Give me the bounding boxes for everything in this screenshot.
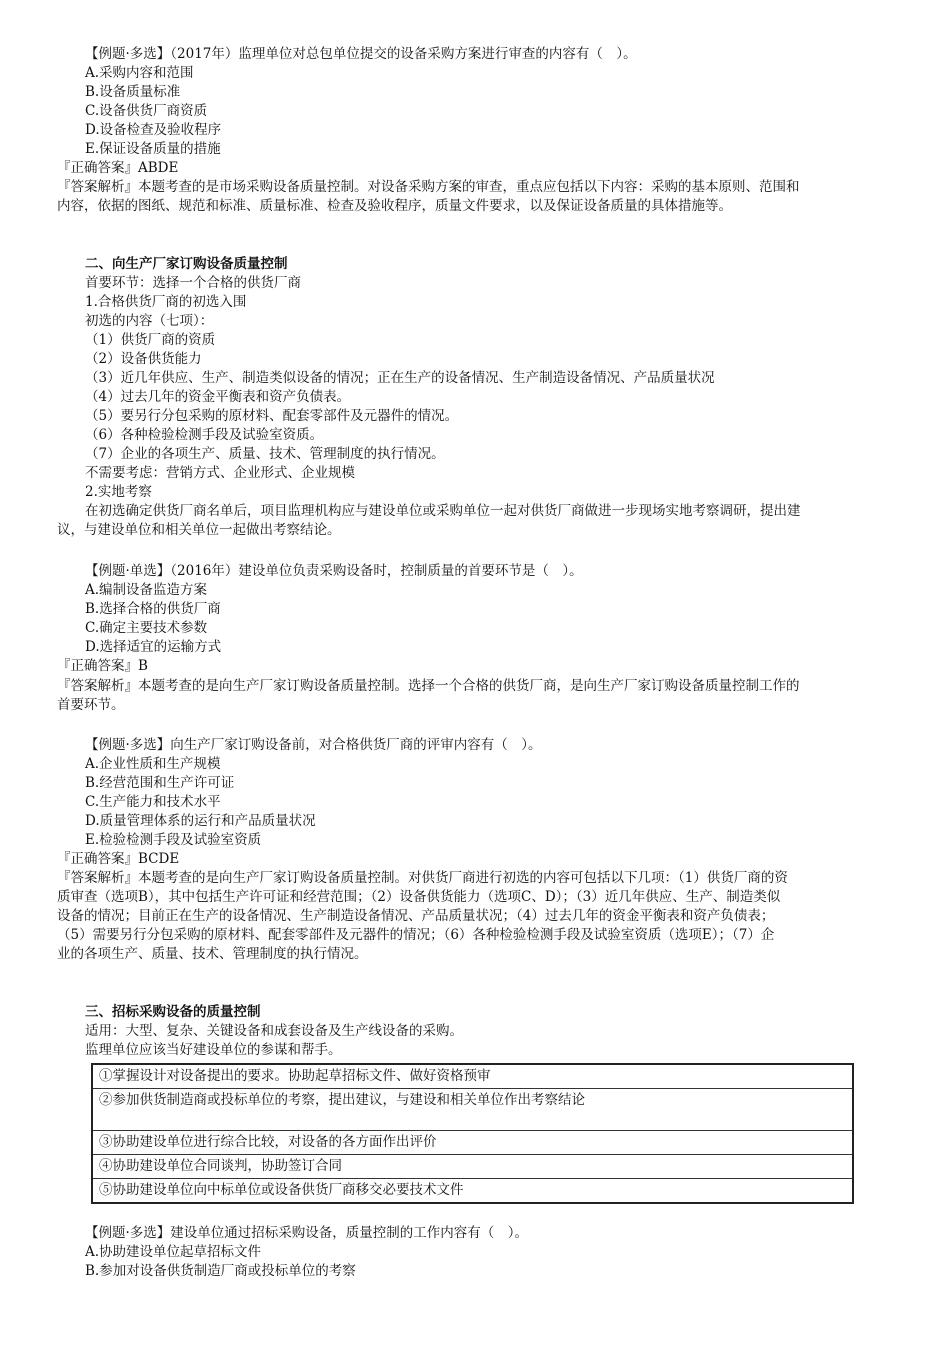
q1-stem: 【例题·多选】（2017年）监理单位对总包单位提交的设备采购方案进行审查的内容有（ ）。 <box>85 46 637 62</box>
q1-option-a: A.采购内容和范围 <box>85 65 194 81</box>
section-2-line: （7）企业的各项生产、质量、技术、管理制度的执行情况。 <box>85 446 445 462</box>
supervision-duties-table <box>91 1063 854 1204</box>
q3-analysis-line: 质审查（选项B），其中包括生产许可证和经营范围；（2）设备供货能力（选项C、D）；（3）近几年供应、生产、制造类似 <box>57 889 781 905</box>
table-row <box>92 1064 853 1089</box>
q2-analysis-line: 首要环节。 <box>57 697 125 713</box>
q3-analysis-line: 『答案解析』本题考查的是向生产厂家订购设备质量控制。对供货厂商进行初选的内容可包括以下几项：（1）供货厂商的资 <box>57 870 788 886</box>
section-2-title: 二、向生产厂家订购设备质量控制 <box>85 256 288 272</box>
q2-option-c: C.确定主要技术参数 <box>85 620 208 636</box>
q3-stem: 【例题·多选】向生产厂家订购设备前，对合格供货厂商的评审内容有（ ）。 <box>85 737 542 753</box>
q3-analysis-line: 设备的情况；目前正在生产的设备情况、生产制造设备情况、产品质量状况；（4）过去几年的资金平衡表和资产负债表； <box>57 908 775 924</box>
section-2-line: （2）设备供货能力 <box>85 351 202 367</box>
q2-analysis-line: 『答案解析』本题考查的是向生产厂家订购设备质量控制。选择一个合格的供货厂商，是向生产厂家订购设备质量控制工作的 <box>57 678 800 694</box>
section-3-line: 适用：大型、复杂、关键设备和成套设备及生产线设备的采购。 <box>85 1023 463 1039</box>
section-2-line: 不需要考虑：营销方式、企业形式、企业规模 <box>85 465 355 481</box>
section-2-para-line: 议，与建设单位和相关单位一起做出考察结论。 <box>57 522 341 538</box>
section-2-line: 首要环节：选择一个合格的供货厂商 <box>85 275 301 291</box>
q3-option-d: D.质量管理体系的运行和产品质量状况 <box>85 813 316 829</box>
table-row <box>92 1155 853 1179</box>
q1-answer: 『正确答案』ABDE <box>57 160 179 176</box>
table-row <box>92 1179 853 1204</box>
q3-analysis-line: （5）需要另行分包采购的原材料、配套零部件及元器件的情况；（6）各种检验检测手段及试验室资质（选项E）；（7）企 <box>57 927 775 943</box>
q3-option-e: E.检验检测手段及试验室资质 <box>85 832 262 848</box>
section-3-title: 三、招标采购设备的质量控制 <box>85 1004 261 1020</box>
section-2-line: （5）要另行分包采购的原材料、配套零部件及元器件的情况。 <box>85 408 459 424</box>
q3-option-c: C.生产能力和技术水平 <box>85 794 221 810</box>
q3-option-a: A.企业性质和生产规模 <box>85 756 221 772</box>
section-2-line: （4）过去几年的资金平衡表和资产负债表。 <box>85 389 351 405</box>
q2-option-d: D.选择适宜的运输方式 <box>85 639 222 655</box>
q1-option-b: B.设备质量标准 <box>85 84 181 100</box>
table-cell: ④协助建设单位合同谈判，协助签订合同 <box>92 1155 853 1179</box>
section-2-line: （1）供货厂商的资质 <box>85 332 216 348</box>
table-cell: ②参加供货制造商或投标单位的考察，提出建议，与建设和相关单位作出考察结论 <box>92 1089 853 1131</box>
q4-stem: 【例题·多选】建设单位通过招标采购设备，质量控制的工作内容有（ ）。 <box>85 1225 529 1241</box>
section-2-line: 2.实地考察 <box>85 484 152 500</box>
section-2-line: 1.合格供货厂商的初选入围 <box>85 294 247 310</box>
table-row <box>92 1131 853 1155</box>
q2-stem: 【例题·单选】（2016年）建设单位负责采购设备时，控制质量的首要环节是（ ）。 <box>85 563 583 579</box>
section-2-para-line: 在初选确定供货厂商名单后，项目监理机构应与建设单位或采购单位一起对供货厂商做进一步现场实地考察调研，提出建 <box>85 503 801 519</box>
q1-option-e: E.保证设备质量的措施 <box>85 141 221 157</box>
table-cell: ①掌握设计对设备提出的要求。协助起草招标文件、做好资格预审 <box>92 1064 853 1089</box>
q2-option-b: B.选择合格的供货厂商 <box>85 601 221 617</box>
q3-answer: 『正确答案』BCDE <box>57 851 180 867</box>
q3-option-b: B.经营范围和生产许可证 <box>85 775 235 791</box>
q2-answer: 『正确答案』B <box>57 658 148 674</box>
section-2-line: 初选的内容（七项）： <box>85 313 214 329</box>
section-2-line: （6）各种检验检测手段及试验室资质。 <box>85 427 324 443</box>
q1-analysis-line: 『答案解析』本题考查的是市场采购设备质量控制。对设备采购方案的审查，重点应包括以下内容：采购的基本原则、范围和 <box>57 179 800 195</box>
section-3-line: 监理单位应该当好建设单位的参谋和帮手。 <box>85 1042 342 1058</box>
section-2-line: （3）近几年供应、生产、制造类似设备的情况；正在生产的设备情况、生产制造设备情况、产品质量状况 <box>85 370 715 386</box>
table-row <box>92 1089 853 1131</box>
q3-analysis-line: 业的各项生产、质量、技术、管理制度的执行情况。 <box>57 946 368 962</box>
q1-option-c: C.设备供货厂商资质 <box>85 103 208 119</box>
q4-option-a: A.协助建设单位起草招标文件 <box>85 1244 262 1260</box>
q4-option-b: B.参加对设备供货制造厂商或投标单位的考察 <box>85 1263 356 1279</box>
table-cell: ③协助建设单位进行综合比较，对设备的各方面作出评价 <box>92 1131 853 1155</box>
q1-analysis-line: 内容，依据的图纸、规范和标准、质量标准、检查及验收程序，质量文件要求，以及保证设备质量的具体措施等。 <box>57 198 732 214</box>
q2-option-a: A.编制设备监造方案 <box>85 582 208 598</box>
q1-option-d: D.设备检查及验收程序 <box>85 122 222 138</box>
table-cell: ⑤协助建设单位向中标单位或设备供货厂商移交必要技术文件 <box>92 1179 853 1204</box>
